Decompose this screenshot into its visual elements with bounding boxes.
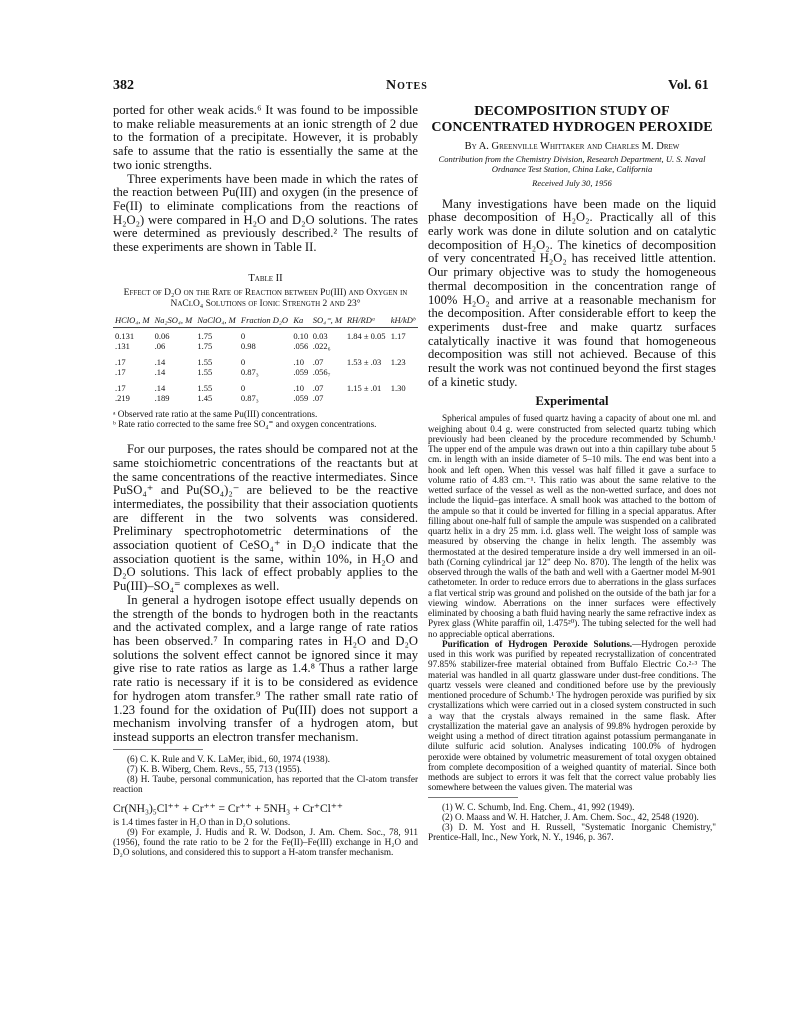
col-header: Na₂SO₄, M xyxy=(153,316,196,328)
table-footnote-b: ᵇ Rate ratio corrected to the same free SO₄⁼ and oxygen concentrations. xyxy=(113,418,377,429)
table-cell: .189 xyxy=(154,392,170,403)
page-number: 382 xyxy=(113,78,134,93)
table-cell xyxy=(345,367,389,377)
table-cell xyxy=(345,393,389,403)
table-cell: 1.53 ± .03 xyxy=(346,356,382,367)
table-cell: .131 xyxy=(115,340,130,351)
footnote: (9) For example, J. Hudis and R. W. Dodson, J. Am. Chem. Soc., 78, 911 (1956), found the rate ratio to be 2 for the Fe(II)–Fe(III) exchange in H₂O and D₂O solutions, and considered this to support a H-atom transfer mechanism. xyxy=(113,826,418,858)
table-cell: 0 xyxy=(240,356,246,367)
table-subtitle: Effect of D₂O on the Rate of Reaction between Pu(III) and Oxygen in NaClO₄ Solutions of Ionic Strength 2 and 23° xyxy=(123,287,408,309)
table-cell: 0.131 xyxy=(115,330,135,341)
table-row xyxy=(113,393,418,403)
data-table xyxy=(113,316,418,403)
lead-heading: Purification of Hydrogen Peroxide Solutions. xyxy=(442,638,633,649)
equation: Cr(NH₃)₅Cl⁺⁺ + Cr⁺⁺ = Cr⁺⁺ + 5NH₃ + Cr⁺Cl⁺⁺ xyxy=(113,802,343,815)
table-cell: 1.17 xyxy=(390,330,406,341)
table-cell: .17 xyxy=(115,356,126,367)
table-cell: 1.55 xyxy=(197,366,213,377)
table-cell: 1.55 xyxy=(197,382,213,393)
table-header-row xyxy=(113,316,418,328)
col-header: HClO₄, M xyxy=(113,316,153,328)
volume-label: Vol. 61 xyxy=(668,78,709,93)
table-cell: .07 xyxy=(312,382,324,393)
table-cell: .059 xyxy=(293,366,309,377)
table-cell: .14 xyxy=(154,356,166,367)
table-cell: .219 xyxy=(115,392,130,403)
table-cell: .022₆ xyxy=(312,340,331,351)
table-cell: 0.06 xyxy=(154,330,170,341)
table-cell: 1.75 xyxy=(197,330,213,341)
col-header: SO₄⁼, M xyxy=(311,316,345,328)
col-header: kH/kDᵇ xyxy=(389,316,418,328)
table-cell: 0.03 xyxy=(312,330,328,341)
table-cell: .056₇ xyxy=(312,366,331,377)
table-cell: .056 xyxy=(293,340,309,351)
paragraph: In general a hydrogen isotope effect usually depends on the strength of the bonds to hydrogen both in the reactants and the activated complex, and a large range of rate ratios has been observed.⁷ In comparing rates in H₂O and D₂O solutions the solvent effect cannot be ignored since it may give rise to rate ratios as large as 1.4.⁸ Thus a rather large rate ratio is necessary if it is to be considered as evidence for hydrogen atom transfer.⁹ The rather small rate ratio of 1.23 found for the oxidation of Pu(III) does not support a mechanism involving transfer of a hydrogen atom, but instead supports an electron transfer mechanism. xyxy=(113,592,418,744)
table-cell: 0.10 xyxy=(293,330,309,341)
col-header: Ka xyxy=(291,316,310,328)
table-cell xyxy=(345,341,389,351)
running-title: Notes xyxy=(386,78,428,93)
table-cell xyxy=(389,393,418,403)
table-caption: Table II xyxy=(248,272,283,284)
left-column xyxy=(113,104,418,858)
table-cell: .17 xyxy=(115,382,126,393)
table-cell: 1.23 xyxy=(390,356,406,367)
table-cell: 0 xyxy=(240,382,246,393)
table-cell xyxy=(389,367,418,377)
table-cell: 1.84 ± 0.05 xyxy=(346,330,386,341)
footnote: (6) C. K. Rule and V. K. LaMer, ibid., 60, 1974 (1938). xyxy=(127,753,330,764)
table-cell: 0 xyxy=(240,330,246,341)
table-cell: .14 xyxy=(154,382,166,393)
table-cell: 1.55 xyxy=(197,356,213,367)
footnote-divider xyxy=(428,797,518,798)
table-cell: 1.15 ± .01 xyxy=(346,382,382,393)
table-row xyxy=(113,367,418,377)
table-cell: .10 xyxy=(293,382,304,393)
contribution-note: Contribution from the Chemistry Division, Research Department, U. S. Naval Ordnance Test Station, China Lake, California xyxy=(438,154,706,174)
author-byline: By A. Greenville Whittaker and Charles M. Drew xyxy=(464,141,680,152)
footnote: (3) D. M. Yost and H. Russell, "Systematic Inorganic Chemistry," Prentice-Hall, Inc., New York, N. Y., 1946, p. 367. xyxy=(428,822,716,843)
article-title: DECOMPOSITION STUDY OF CONCENTRATED HYDROGEN PEROXIDE xyxy=(431,104,713,135)
table-cell xyxy=(389,341,418,351)
paragraph xyxy=(428,639,716,793)
table-row xyxy=(113,377,418,393)
table-row xyxy=(113,341,418,351)
table-cell: .06 xyxy=(154,340,166,351)
table-cell: .14 xyxy=(154,366,166,377)
table-cell: .07 xyxy=(312,392,324,403)
col-header: RH/RDᵃ xyxy=(345,316,389,328)
footnote: (2) O. Maass and W. H. Hatcher, J. Am. Chem. Soc., 42, 2548 (1920). xyxy=(442,811,699,822)
col-header: Fraction D₂O xyxy=(239,316,292,328)
col-header: NaClO₄, M xyxy=(195,316,239,328)
table-row xyxy=(113,327,418,341)
section-heading: Experimental xyxy=(535,394,609,409)
paragraph: Many investigations have been made on the liquid phase decomposition of H₂O₂. Practically all of this early work was done in dilute solution and on catalytic decomposition of H₂O₂. The kinetics of decomposition of very concentrated H₂O₂ has received little attention. Our primary objective was to study the homogeneous thermal decomposition in the concentration range of 100% H₂O₂ and arrive at a reasonable mechanism for the decomposition. After considerable effort to keep the experiments dust-free and make quartz surfaces catalytically inactive it was found that homogeneous decomposition was still not achieved. Because of this result the work was not continued beyond the first stages of a kinetic study. xyxy=(428,196,716,389)
footnote: (7) K. B. Wiberg, Chem. Revs., 55, 713 (1955). xyxy=(127,763,302,774)
footnote-divider xyxy=(113,749,203,750)
footnote: is 1.4 times faster in H₂O than in D₂O solutions. xyxy=(113,816,291,827)
paragraph: For our purposes, the rates should be compared not at the same stoichiometric concentrations of the reactants but at the same concentrations of the reactive intermediates. Since PuSO₄⁺ and Pu(SO₄)₂⁻ are believed to be the reactive intermediates, the possibility that their association quotients are different in the two solvents was considered. Preliminary spectrophotometric determinations of the association quotient of CeSO₄⁺ in D₂O indicate that the association quotient is the same, within 10%, in H₂O and D₂O solutions. This lack of effect probably applies to the Pu(III)–SO₄⁼ complexes as well. xyxy=(113,442,418,594)
footnote: (8) H. Taube, personal communication, has reported that the Cl-atom transfer reaction xyxy=(113,774,418,795)
table-footnote-a: ᵃ Observed rate ratio at the same Pu(III) concentrations. xyxy=(113,408,318,419)
table-cell: 0.98 xyxy=(240,340,256,351)
table-row xyxy=(113,351,418,367)
table-cell: .17 xyxy=(115,366,126,377)
table-cell: 1.75 xyxy=(197,340,213,351)
paragraph: ported for other weak acids.⁶ It was found to be impossible to make reliable measurements at an ionic strength of 2 due to the formation of a precipitate. However, it is probably safe to assume that the ratio is essentially the same at the two ionic strengths. xyxy=(113,103,418,172)
table-cell: 1.45 xyxy=(197,392,213,403)
paragraph: Three experiments have been made in which the rates of the reaction between Pu(III) and oxygen (in the presence of Fe(II) to eliminate complications from the reactions of H₂O₂) were compared in H₂O and D₂O solutions. The rates were determined as previously described.² The results of these experiments are shown in Table II. xyxy=(113,171,418,255)
paragraph: Spherical ampules of fused quartz having a capacity of about one ml. and weighing about 0.4 g. were constructed from selected quartz tubing which previously had been cleaned by the procedure recommended by Schumb.¹ The upper end of the ampule was drawn out into a thin capillary tube about 5 cm. in length with an inside diameter of 5–10 mils. The end was bent into a hook and left open. When this vessel was half filled it gave a surface to volume ratio of 4.83 cm.⁻¹. This ratio was about the same relative to the wetted surface of the vessel as well as the non-wetted surface, and does not include the liquid–gas interface. A small hook was attached to the bottom of the ampule so that it could be inverted for filling in a special apparatus. After filling about one-half full of sample the ampule was suspended on a calibrated quartz helix in a dry 25 mm. i.d. glass well. The weight loss of sample was measured by observing the change in helix length. The assembly was thermostated at the desired temperature inside a dry well immersed in an oil-bath (Corning cylindrical jar 12" deep No. 870). The length of the helix was observed through the walls of the bath and well with a Gaertner model M-901 cathetometer. In order to reduce errors due to aberrations in the glass surfaces a flat vertical strip was ground and polished on the outside of the bath jar for a viewing window. Aberrations on the inner surfaces were effectively eliminated by choosing a bath fluid having nearly the same refractive index as Pyrex glass (White paraffin oil, 1.475²⁰). The tubing selected for the well had no appreciable optical aberrations. xyxy=(428,413,716,639)
table-cell: .10 xyxy=(293,356,304,367)
table-cell: 1.30 xyxy=(390,382,406,393)
paragraph-text: —Hydrogen peroxide used in this work was purified by repeated recrystallization of concentrated 97.85% stabilizer-free material obtained from Buffalo Electric Co.²·³ The material was handled in all quartz glassware under dust-free conditions. The quartz vessels were cleaned and conditioned before use by the previously mentioned procedure of Schumb.¹ The hydrogen peroxide was purified by six crystallizations which were carried out in a closed system constructed in such a way that the crystals always remained in the same flask. After crystallization the material gave an analysis of 99.8% hydrogen peroxide by weight using a method of direct titration against potassium permanganate in dilute sulfuric acid solution. Analyses indicating 100.0% of hydrogen peroxide were obtained by volumetric measurement of total oxygen obtained from complete decomposition of a weighed quantity of material. Since both methods are subject to errors it was felt that the correct value probably lies somewhere between the values given. The material was xyxy=(428,638,716,793)
table-cell: 0.87₃ xyxy=(240,392,259,403)
received-date: Received July 30, 1956 xyxy=(532,177,612,188)
right-column xyxy=(428,104,716,843)
table-cell: 0.87₃ xyxy=(240,366,259,377)
footnote: (1) W. C. Schumb, Ind. Eng. Chem., 41, 992 (1949). xyxy=(442,801,635,812)
table-cell: .059 xyxy=(293,392,309,403)
table-cell: .07 xyxy=(312,356,324,367)
